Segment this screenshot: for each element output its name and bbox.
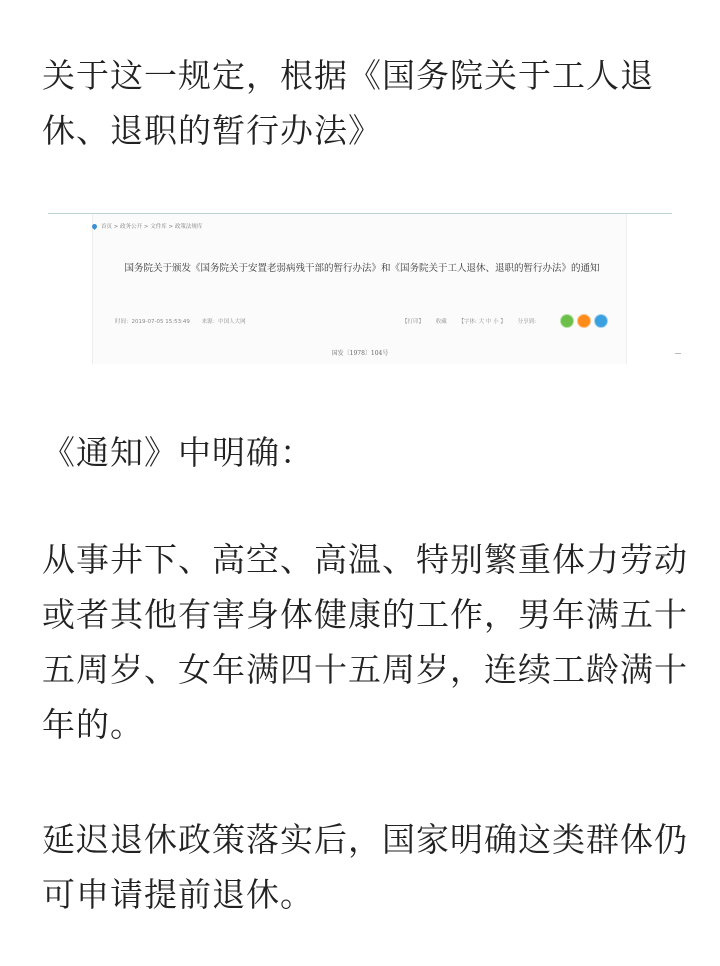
- paragraph-notice-heading: 《通知》中明确：: [42, 433, 314, 472]
- breadcrumb-text: 首页 > 政务公开 > 文件库 > 政策法规库: [101, 224, 203, 230]
- font-size-control[interactable]: 【字体: 大 中 小 】: [458, 319, 506, 325]
- qq-icon[interactable]: [594, 314, 608, 328]
- wechat-icon[interactable]: [560, 314, 574, 328]
- document-actions: [402, 317, 546, 325]
- breadcrumb: [92, 222, 202, 230]
- weibo-icon[interactable]: [577, 314, 591, 328]
- document-meta: [115, 317, 256, 325]
- share-icons: [560, 313, 611, 332]
- paragraph-conclusion: 延迟退休政策落实后，国家明确这类群体仍可申请提前退休。: [42, 820, 688, 914]
- document-number: 国发〔1978〕104号: [331, 350, 389, 357]
- paragraph-intro: 关于这一规定，根据《国务院关于工人退休、退职的暂行办法》: [42, 56, 654, 150]
- paragraph-conditions: 从事井下、高空、高温、特别繁重体力劳动或者其他有害身体健康的工作，男年满五十五周岁、女年满四十五周岁，连续工龄满十年的。: [42, 540, 688, 744]
- favorite-link[interactable]: 收藏: [435, 319, 447, 325]
- document-frame: [92, 214, 627, 364]
- print-link[interactable]: 【打印】: [402, 319, 425, 325]
- embedded-document-screenshot: [48, 209, 672, 367]
- publish-time: 时间：2019-07-05 15:53:49: [115, 319, 190, 325]
- document-title: 国务院关于颁发《国务院关于安置老弱病残干部的暂行办法》和《国务院关于工人退休、退职的暂行办法》的通知: [124, 263, 600, 274]
- share-label: 分享到:: [517, 319, 536, 325]
- divider: [675, 353, 681, 354]
- source: 来源：中国人大网: [201, 319, 246, 325]
- location-pin-icon: [91, 223, 98, 230]
